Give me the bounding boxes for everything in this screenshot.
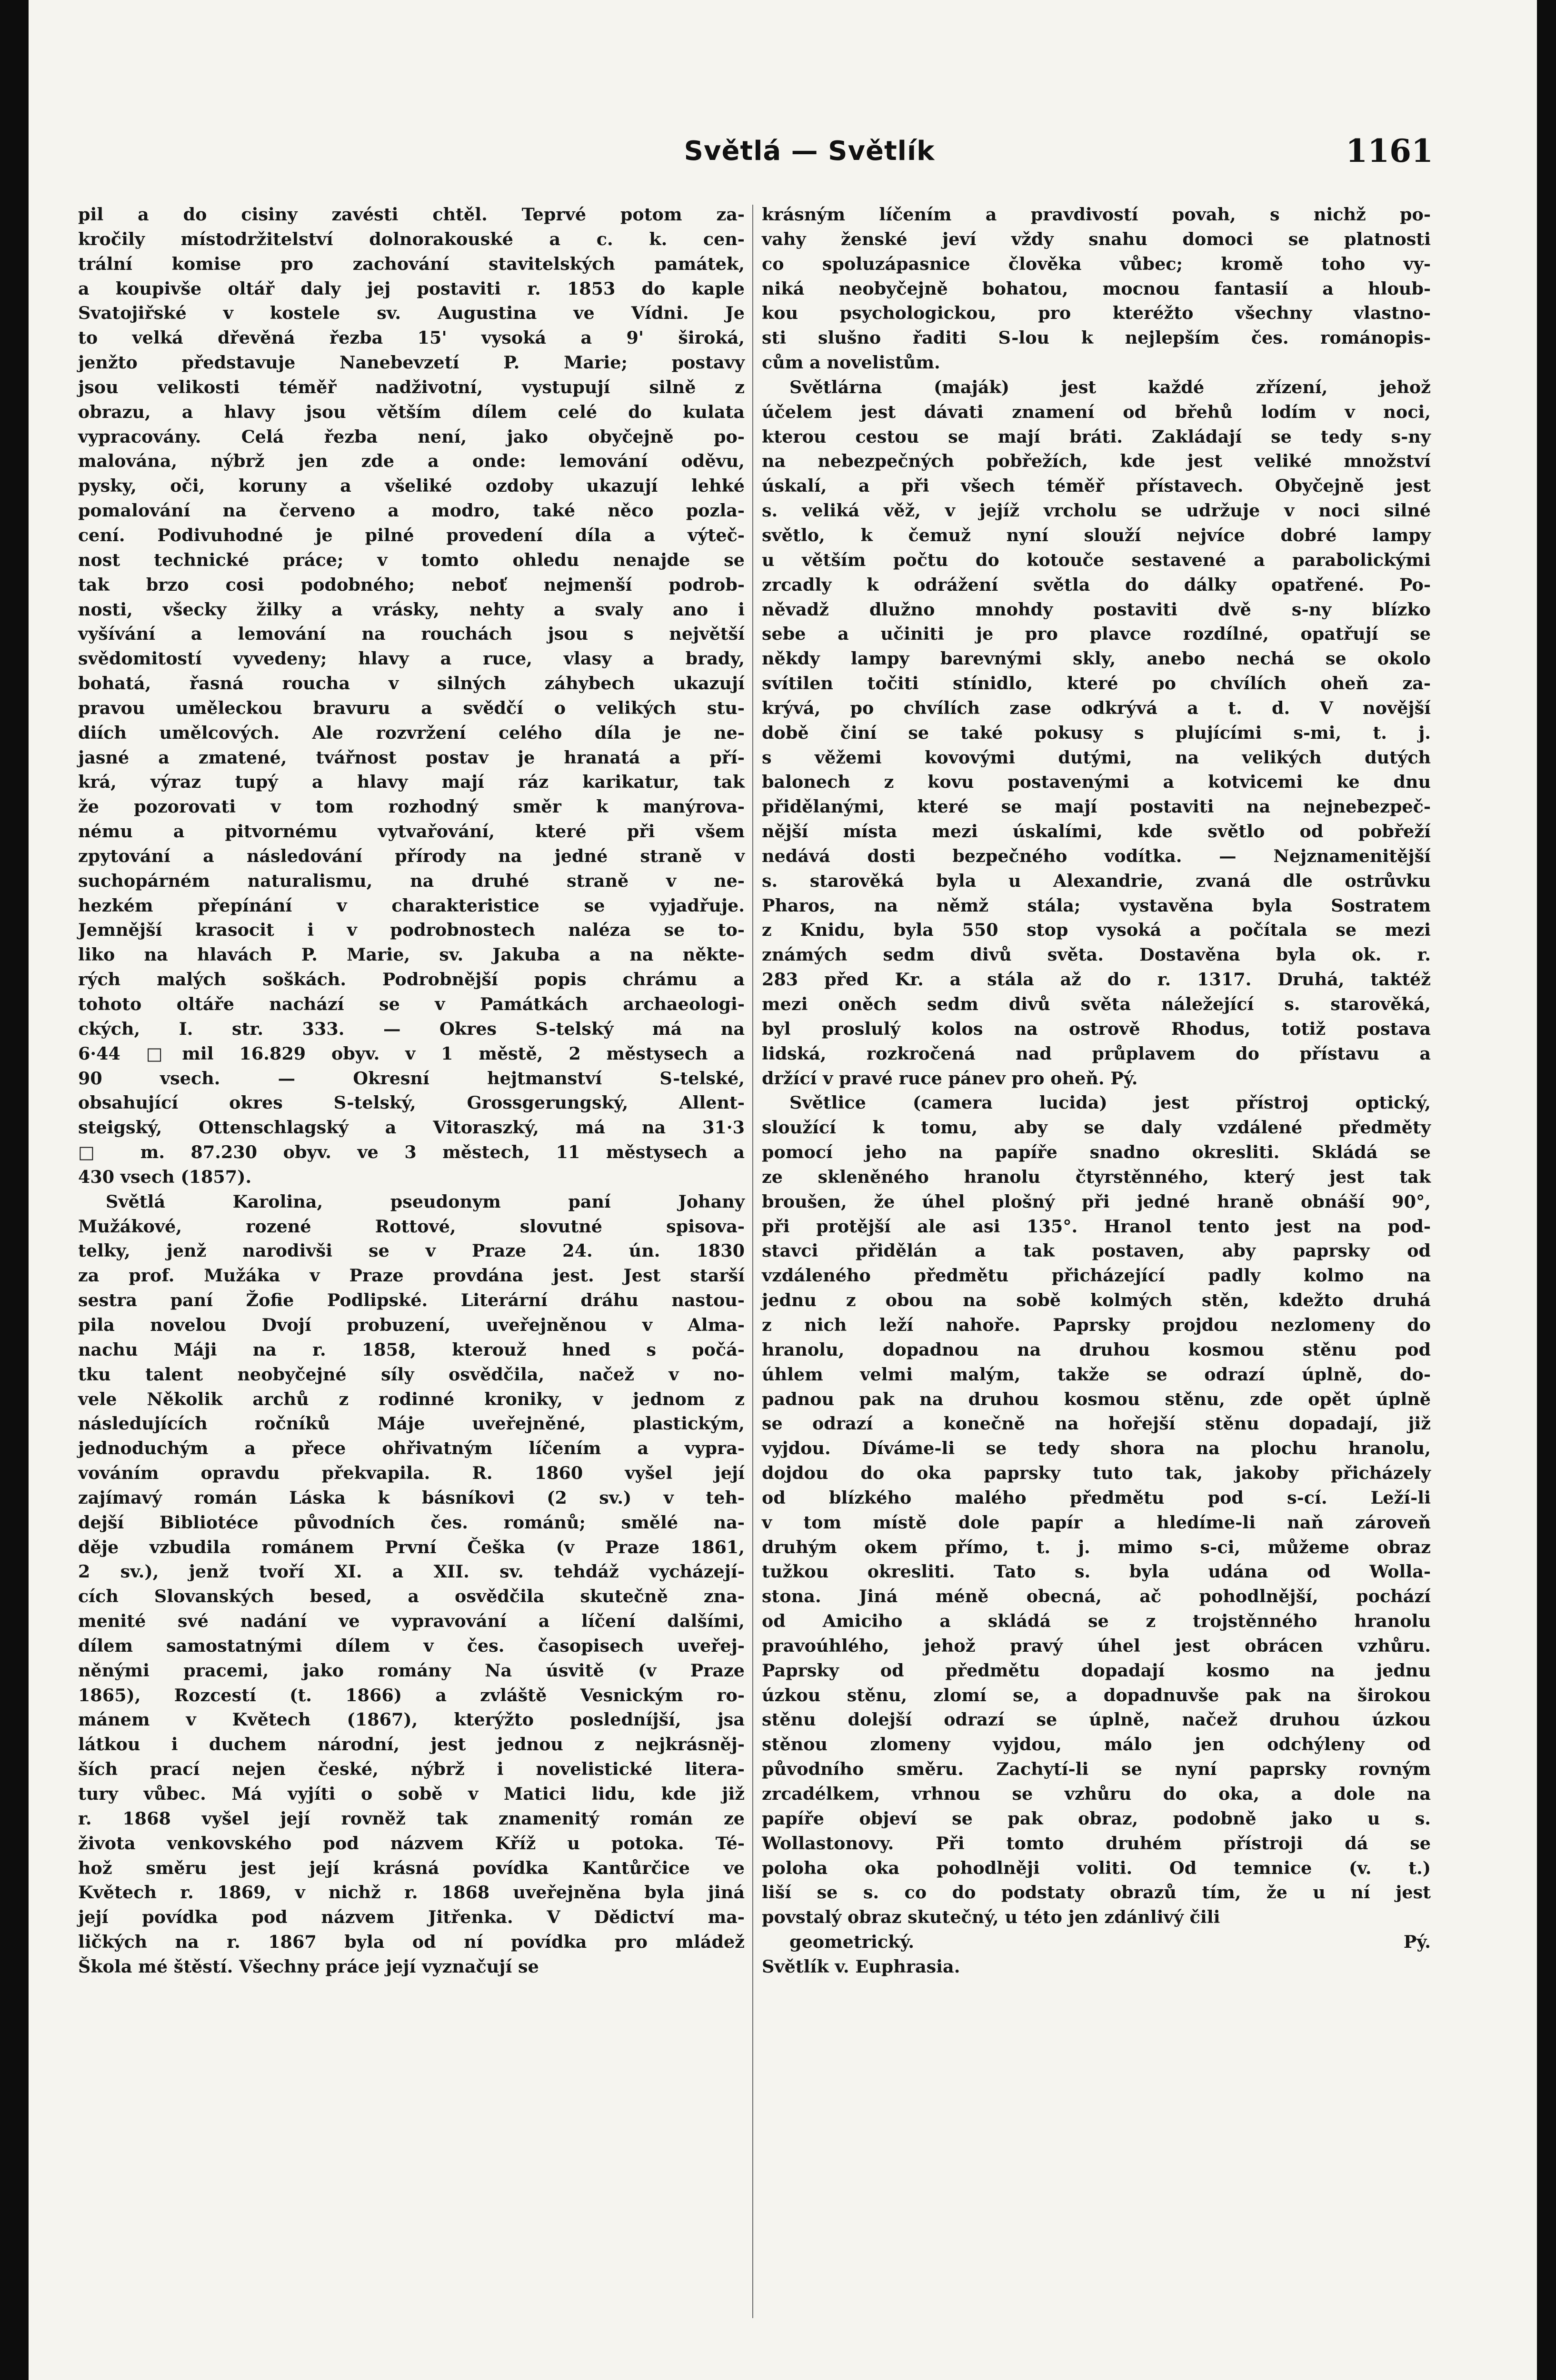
text-line: geometrický. Pý. [789, 1932, 1431, 1953]
text-line: 6·44 □mil 16.829 obyv. v 1 městě, 2 městysech a [78, 1043, 745, 1064]
text-line: době činí se také pokusy s plujícími s-mi, t. j. [762, 722, 1431, 743]
text-line: pomocí jeho na papíře snadno okresliti. Skládá se [762, 1142, 1431, 1163]
scan-border-right [1537, 0, 1556, 2380]
text-line: kou psychologickou, pro kteréžto všechny vlastno- [762, 303, 1431, 324]
text-line: jasné a zmatené, tvářnost postav je hranatá a pří- [78, 747, 745, 768]
text-line: 2 sv.), jenž tvoří XI. a XII. sv. tehdáž vycházejí- [78, 1561, 745, 1582]
text-line: něvadž dlužno mnohdy postaviti dvě s-ny blízko [762, 599, 1431, 620]
text-line: telky, jenž narodivši se v Praze 24. ún. 1830 [78, 1240, 745, 1261]
text-line: dejší Bibliotéce původních čes. románů; smělé na- [78, 1512, 745, 1533]
text-line: jenžto představuje Nanebevzetí P. Marie; postavy [78, 352, 745, 373]
text-line: Jemnější krasocit i v podrobnostech naléza se to- [78, 920, 745, 941]
text-line: s. starověká byla u Alexandrie, zvaná dle ostrůvku [762, 870, 1431, 891]
text-line: Škola mé štěstí. Všechny práce její vyznačují se [78, 1956, 539, 1977]
text-line: úskalí, a při všech téměř přístavech. Obyčejně jest [762, 476, 1431, 496]
text-line: u větším počtu do kotouče sestavené a parabolickými [762, 549, 1431, 570]
text-line: vahy ženské jeví vždy snahu domoci se platnosti [762, 228, 1431, 249]
text-line: papíře objeví se pak obraz, podobně jako u s. [762, 1808, 1431, 1829]
text-line: za prof. Mužáka v Praze provdána jest. Jest starší [78, 1265, 745, 1286]
text-line: tohoto oltáře nachází se v Památkách archaeologi- [78, 994, 745, 1014]
text-line: Wollastonovy. Při tomto druhém přístroji dá se [762, 1833, 1431, 1854]
text-line: lidská, rozkročená nad průplavem do přístavu a [762, 1043, 1431, 1064]
text-line: zpytování a následování přírody na jedné straně v [78, 845, 745, 866]
text-line: byl proslulý kolos na ostrově Rhodus, totiž postava [762, 1018, 1431, 1039]
text-line: dojdou do oka paprsky tuto tak, jakoby přicházely [762, 1463, 1431, 1484]
text-line: pysky, oči, koruny a všeliké ozdoby ukazují lehké [78, 476, 745, 496]
text-line: vyšívání a lemování na rouchách jsou s největší [78, 624, 745, 645]
text-line: kterou cestou se mají bráti. Zakládají se tedy s-ny [762, 426, 1431, 447]
text-line: úzkou stěnu, zlomí se, a dopadnuvše pak na širokou [762, 1685, 1431, 1706]
text-line: vyjdou. Díváme-li se tedy shora na plochu hranolu, [762, 1438, 1431, 1459]
text-line: broušen, že úhel plošný při jedné hraně obnáší 90°, [762, 1191, 1431, 1212]
text-line: menité své nadání ve vypravování a líčení dalšími, [78, 1611, 745, 1632]
text-line: ze skleněného hranolu čtyrstěnného, který jest tak [762, 1166, 1431, 1187]
text-line: látkou i duchem národní, jest jednou z nejkrásněj- [78, 1734, 745, 1755]
page-number: 1161 [1346, 132, 1433, 169]
text-line: suchopárném naturalismu, na druhé straně v ne- [78, 870, 745, 891]
text-line: mezi oněch sedm divů světa náležející s. starověká, [762, 994, 1431, 1014]
text-line: něnými pracemi, jako romány Na úsvitě (v Praze [78, 1660, 745, 1681]
scan-border-left [0, 0, 29, 2380]
text-line: tku talent neobyčejné síly osvědčila, načež v no- [78, 1364, 745, 1385]
text-line: obsahující okres S-telský, Grossgerungský, Allent- [78, 1092, 745, 1113]
text-line: 90 vsech. — Okresní hejtmanství S-telské, [78, 1068, 745, 1089]
text-line: Paprsky od předmětu dopadají kosmo na jednu [762, 1660, 1431, 1681]
text-line: poloha oka pohodlněji voliti. Od temnice (v. t.) [762, 1857, 1431, 1878]
text-line: z Knidu, byla 550 stop vysoká a počítala se mezi [762, 920, 1431, 941]
text-line: trální komise pro zachování stavitelských památek, [78, 253, 745, 274]
text-line: při protější ale asi 135°. Hranol tento jest na pod- [762, 1216, 1431, 1237]
text-line: stěnu dolejší odrazí se úplně, načež druhou úzkou [762, 1709, 1431, 1730]
text-line: života venkovského pod názvem Kříž u potoka. Té- [78, 1833, 745, 1854]
text-line: s. veliká věž, v jejíž vrcholu se udržuje v noci silné [762, 500, 1431, 521]
text-line: ckých, I. str. 333. — Okres S-telský má na [78, 1018, 745, 1039]
text-line: krásným líčením a pravdivostí povah, s nichž po- [762, 204, 1431, 225]
text-line: □ m. 87.230 obyv. ve 3 městech, 11 městysech a [78, 1142, 745, 1163]
text-line: vováním opravdu překvapila. R. 1860 vyšel její [78, 1463, 745, 1484]
text-line: Světlá Karolina, pseudonym paní Johany [106, 1191, 745, 1212]
text-line: Světlík v. Euphrasia. [762, 1956, 960, 1977]
text-line: rých malých soškách. Podrobnější popis chrámu a [78, 969, 745, 990]
text-line: pila novelou Dvojí probuzení, uveřejněnou v Alma- [78, 1314, 745, 1335]
text-line: steigský, Ottenschlagský a Vitoraszký, má na 31·3 [78, 1117, 745, 1138]
text-line: bohatá, řasná roucha v silných záhybech ukazují [78, 673, 745, 694]
text-line: zrcadly k odrážení světla do dálky opatřené. Po- [762, 574, 1431, 595]
text-line: r. 1868 vyšel její rovněž tak znamenitý román ze [78, 1808, 745, 1829]
text-line: niká neobyčejně bohatou, mocnou fantasií a hloub- [762, 278, 1431, 299]
text-line: cům a novelistům. [762, 352, 940, 373]
text-line: tužkou okresliti. Tato s. byla udána od Wolla- [762, 1561, 1431, 1582]
text-line: sestra paní Žofie Podlipské. Literární dráhu nastou- [78, 1290, 745, 1311]
text-line: nosti, všecky žilky a vrásky, nehty a svaly ano i [78, 599, 745, 620]
text-line: nedává dosti bezpečného vodítka. — Nejznamenitější [762, 845, 1431, 866]
text-line: kročily místodržitelství dolnorakouské a c. k. cen- [78, 228, 745, 249]
text-line: Mužákové, rozené Rottové, slovutné spisova- [78, 1216, 745, 1237]
column-divider [752, 205, 753, 2318]
text-line: jednoduchým a přece ohřivatným líčením a vypra- [78, 1438, 745, 1459]
running-head: Světlá — Světlík [684, 136, 935, 167]
text-line: nější místa mezi úskalími, kde světlo od pobřeží [762, 821, 1431, 842]
text-line: od Amiciho a skládá se z trojstěnného hranolu [762, 1611, 1431, 1632]
text-line: Světlárna (maják) jest každé zřízení, jehož [789, 377, 1431, 397]
text-line: pravoúhlého, jehož pravý úhel jest obrácen vzhůru. [762, 1635, 1431, 1656]
text-line: původního směru. Zachytí-li se nyní paprsky rovným [762, 1759, 1431, 1780]
text-line: to velká dřevěná řezba 15' vysoká a 9' široká, [78, 327, 745, 348]
text-line: krá, výraz tupý a hlavy mají ráz karikatur, tak [78, 772, 745, 793]
text-line: liší se s. co do podstaty obrazů tím, že u ní jest [762, 1882, 1431, 1903]
text-line: sebe a učiniti je pro plavce rozdílné, opatřují se [762, 624, 1431, 645]
text-line: pil a do cisiny zavésti chtěl. Teprvé potom za- [78, 204, 745, 225]
text-line: pomalování na červeno a modro, také něco pozla- [78, 500, 745, 521]
text-line: stěnou zlomeny vyjdou, málo jen odchýleny od [762, 1734, 1431, 1755]
text-line: od blízkého malého předmětu pod s-cí. Leží-li [762, 1487, 1431, 1508]
text-line: Květech r. 1869, v nichž r. 1868 uveřejněna byla jiná [78, 1882, 745, 1903]
text-line: cích Slovanských besed, a osvědčila skutečně zna- [78, 1586, 745, 1607]
text-line: stavci přidělán a tak postaven, aby paprsky od [762, 1240, 1431, 1261]
text-line: ších prací nejen české, nýbrž i novelistické litera- [78, 1759, 745, 1780]
text-line: co spoluzápasnice člověka vůbec; kromě toho vy- [762, 253, 1431, 274]
text-line: zrcadélkem, vrhnou se vzhůru do oka, a dole na [762, 1784, 1431, 1804]
text-line: v tom místě dole papír a hledíme-li naň zároveň [762, 1512, 1431, 1533]
text-line: s věžemi kovovými dutými, na velikých dutých [762, 747, 1431, 768]
text-line: padnou pak na druhou kosmou stěnu, zde opět úplně [762, 1388, 1431, 1409]
text-line: 1865), Rozcestí (t. 1866) a zvláště Vesnickým ro- [78, 1685, 745, 1706]
text-line: známých sedm divů světa. Dostavěna byla ok. r. [762, 944, 1431, 965]
text-line: liko na hlavách P. Marie, sv. Jakuba a na někte- [78, 944, 745, 965]
text-line: se odrazí a konečně na hořejší stěnu dopadají, již [762, 1413, 1431, 1434]
text-line: vzdáleného předmětu přicházející padly kolmo na [762, 1265, 1431, 1286]
text-line: hož směru jest její krásná povídka Kantůrčice ve [78, 1857, 745, 1878]
text-line: sloužící k tomu, aby se daly vzdálené předměty [762, 1117, 1431, 1138]
text-line: diích umělcových. Ale rozvržení celého díla je ne- [78, 722, 745, 743]
text-line: na nebezpečných pobřežích, kde jest veliké množství [762, 451, 1431, 472]
text-line: svědomitostí vyvedeny; hlavy a ruce, vlasy a brady, [78, 648, 745, 669]
text-line: hezkém přepínání v charakteristice se vyjadřuje. [78, 895, 745, 916]
text-line: jsou velikosti téměř nadživotní, vystupují silně z [78, 377, 745, 397]
left-column [78, 202, 745, 1979]
text-line: z nich leží nahoře. Paprsky projdou nezlomeny do [762, 1314, 1431, 1335]
text-line: Pharos, na němž stála; vystavěna byla Sostratem [762, 895, 1431, 916]
text-line: povstalý obraz skutečný, u této jen zdánlivý čili [762, 1907, 1220, 1928]
text-line: děje vzbudila románem První Češka (v Praze 1861, [78, 1537, 745, 1557]
text-line: dílem samostatnými dílem v čes. časopisech uveřej- [78, 1635, 745, 1656]
text-line: mánem v Květech (1867), kterýžto posledníjší, jsa [78, 1709, 745, 1730]
text-line: zajímavý román Láska k básníkovi (2 sv.) v teh- [78, 1487, 745, 1508]
text-line: a koupivše oltář daly jej postaviti r. 1853 do kaple [78, 278, 745, 299]
text-line: účelem jest dávati znamení od břehů lodím v noci, [762, 401, 1431, 422]
text-line: světlo, k čemuž nyní slouží nejvíce dobré lampy [762, 525, 1431, 545]
text-line: hranolu, dopadnou na druhou kosmou stěnu pod [762, 1339, 1431, 1360]
text-line: balonech z kovu postavenými a kotvicemi ke dnu [762, 772, 1431, 793]
text-line: držící v pravé ruce pánev pro oheň. Pý. [762, 1068, 1138, 1089]
text-line: Svatojiřské v kostele sv. Augustina ve Vídni. Je [78, 303, 745, 324]
text-line: sti slušno řaditi S-lou k nejlepším čes. románopis- [762, 327, 1431, 348]
text-line: nost technické práce; v tomto ohledu nenajde se [78, 549, 745, 570]
text-line: vele Několik archů z rodinné kroniky, v jednom z [78, 1388, 745, 1409]
text-line: pravou uměleckou bravuru a svědčí o velikých stu- [78, 697, 745, 718]
text-line: stona. Jiná méně obecná, ač pohodlnější, pochází [762, 1586, 1431, 1607]
text-line: svítilen točiti stínidlo, které po chvílích oheň za- [762, 673, 1431, 694]
text-line: jednu z obou na sobě kolmých stěn, kdežto druhá [762, 1290, 1431, 1311]
text-line: cení. Podivuhodné je pilné provedení díla a výteč- [78, 525, 745, 545]
text-line: následujících ročníků Máje uveřejněné, plastickým, [78, 1413, 745, 1434]
text-line: tak brzo cosi podobného; neboť nejmenší podrob- [78, 574, 745, 595]
text-line: obrazu, a hlavy jsou větším dílem celé do kulata [78, 401, 745, 422]
text-line: 283 před Kr. a stála až do r. 1317. Druhá, taktéž [762, 969, 1431, 990]
text-line: 430 vsech (1857). [78, 1166, 252, 1187]
text-line: přidělanými, které se mají postaviti na nejnebezpeč- [762, 796, 1431, 817]
text-line: druhým okem přímo, t. j. mimo s-ci, můžeme obraz [762, 1537, 1431, 1557]
text-line: nachu Máji na r. 1858, kterouž hned s počá- [78, 1339, 745, 1360]
text-line: malována, nýbrž jen zde a onde: lemování oděvu, [78, 451, 745, 472]
right-column [762, 202, 1431, 1979]
text-line: že pozorovati v tom rozhodný směr k manýrova- [78, 796, 745, 817]
text-line: Světlice (camera lucida) jest přístroj optický, [789, 1092, 1431, 1113]
text-line: nému a pitvornému vytvařování, které při všem [78, 821, 745, 842]
text-line: krývá, po chvílích zase odkrývá a t. d. V novější [762, 697, 1431, 718]
text-line: tury vůbec. Má vyjíti o sobě v Matici lidu, kde již [78, 1784, 745, 1804]
text-line: někdy lampy barevnými skly, anebo nechá se okolo [762, 648, 1431, 669]
text-line: úhlem velmi malým, takže se odrazí úplně, do- [762, 1364, 1431, 1385]
text-line: její povídka pod názvem Jitřenka. V Dědictví ma- [78, 1907, 745, 1928]
text-line: ličkých na r. 1867 byla od ní povídka pro mládež [78, 1932, 745, 1953]
text-line: vypracovány. Celá řezba není, jako obyčejně po- [78, 426, 745, 447]
